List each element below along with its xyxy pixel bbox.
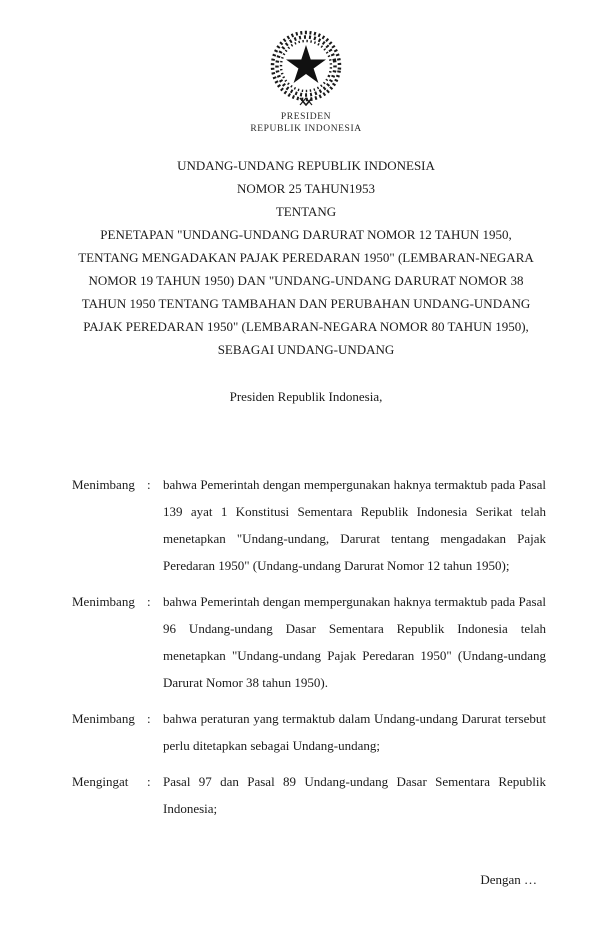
- clause-text: bahwa peraturan yang termaktub dalam Undang-undang Darurat tersebut perlu ditetapkan sebagai Undang-undang;: [163, 711, 546, 753]
- title-line-1: UNDANG-UNDANG REPUBLIK INDONESIA: [177, 158, 435, 173]
- clause-row: [72, 705, 546, 759]
- clause-separator: :: [147, 711, 151, 726]
- salutation: Presiden Republik Indonesia,: [229, 389, 383, 404]
- clause-row: [72, 471, 546, 579]
- title-line-7: TAHUN 1950 TENTANG TAMBAHAN DAN PERUBAHAN UNDANG-UNDANG: [81, 296, 531, 311]
- clause-text: bahwa Pemerintah dengan mempergunakan haknya termaktub pada Pasal 96 Undang-undang Dasar Sementara Republik Indonesia telah menetapkan "Undang-undang Pajak Peredaran 1950" (Undang-undang Darurat Nomor 38 tahun 1950).: [163, 594, 546, 690]
- page-catchword: Dengan …: [480, 872, 537, 887]
- letterhead-republik-indonesia: REPUBLIK INDONESIA: [250, 124, 362, 134]
- title-line-9: SEBAGAI UNDANG-UNDANG: [217, 342, 395, 357]
- clause-row: [72, 588, 546, 696]
- clause-separator: :: [147, 774, 151, 789]
- presidential-seal-icon: [254, 26, 358, 106]
- title-line-2: NOMOR 25 TAHUN1953: [236, 181, 376, 196]
- star-icon: [286, 45, 326, 83]
- title-line-6: NOMOR 19 TAHUN 1950) DAN "UNDANG-UNDANG DARURAT NOMOR 38: [88, 273, 524, 288]
- letterhead-presiden: PRESIDEN: [280, 112, 332, 122]
- title-line-4: PENETAPAN "UNDANG-UNDANG DARURAT NOMOR 12 TAHUN 1950,: [100, 227, 512, 242]
- title-line-3: TENTANG: [275, 204, 337, 219]
- letterhead-text: [0, 111, 612, 135]
- letterhead: [0, 26, 612, 135]
- title-line-8: PAJAK PEREDARAN 1950" (LEMBARAN-NEGARA NOMOR 80 TAHUN 1950),: [83, 319, 529, 334]
- clause-label: Menimbang: [72, 477, 135, 492]
- clause-label: Mengingat: [72, 774, 129, 789]
- clause-separator: :: [147, 594, 151, 609]
- title-line-5: TENTANG MENGADAKAN PAJAK PEREDARAN 1950" (LEMBARAN-NEGARA: [78, 250, 534, 265]
- clause-label: Menimbang: [72, 594, 135, 609]
- document-title: [34, 154, 578, 361]
- clause-separator: :: [147, 477, 151, 492]
- clause-text: bahwa Pemerintah dengan mempergunakan haknya termaktub pada Pasal 139 ayat 1 Konstitusi Sementara Republik Indonesia Serikat telah menetapkan "Undang-undang, Darurat tentang mengadakan Pajak Peredaran 1950" (Undang-undang Darurat Nomor 12 tahun 1950);: [163, 477, 546, 573]
- clause-label: Menimbang: [72, 711, 135, 726]
- clause-text: Pasal 97 dan Pasal 89 Undang-undang Dasar Sementara Republik Indonesia;: [163, 774, 546, 816]
- preamble-clauses: [72, 471, 546, 831]
- clause-row: [72, 768, 546, 822]
